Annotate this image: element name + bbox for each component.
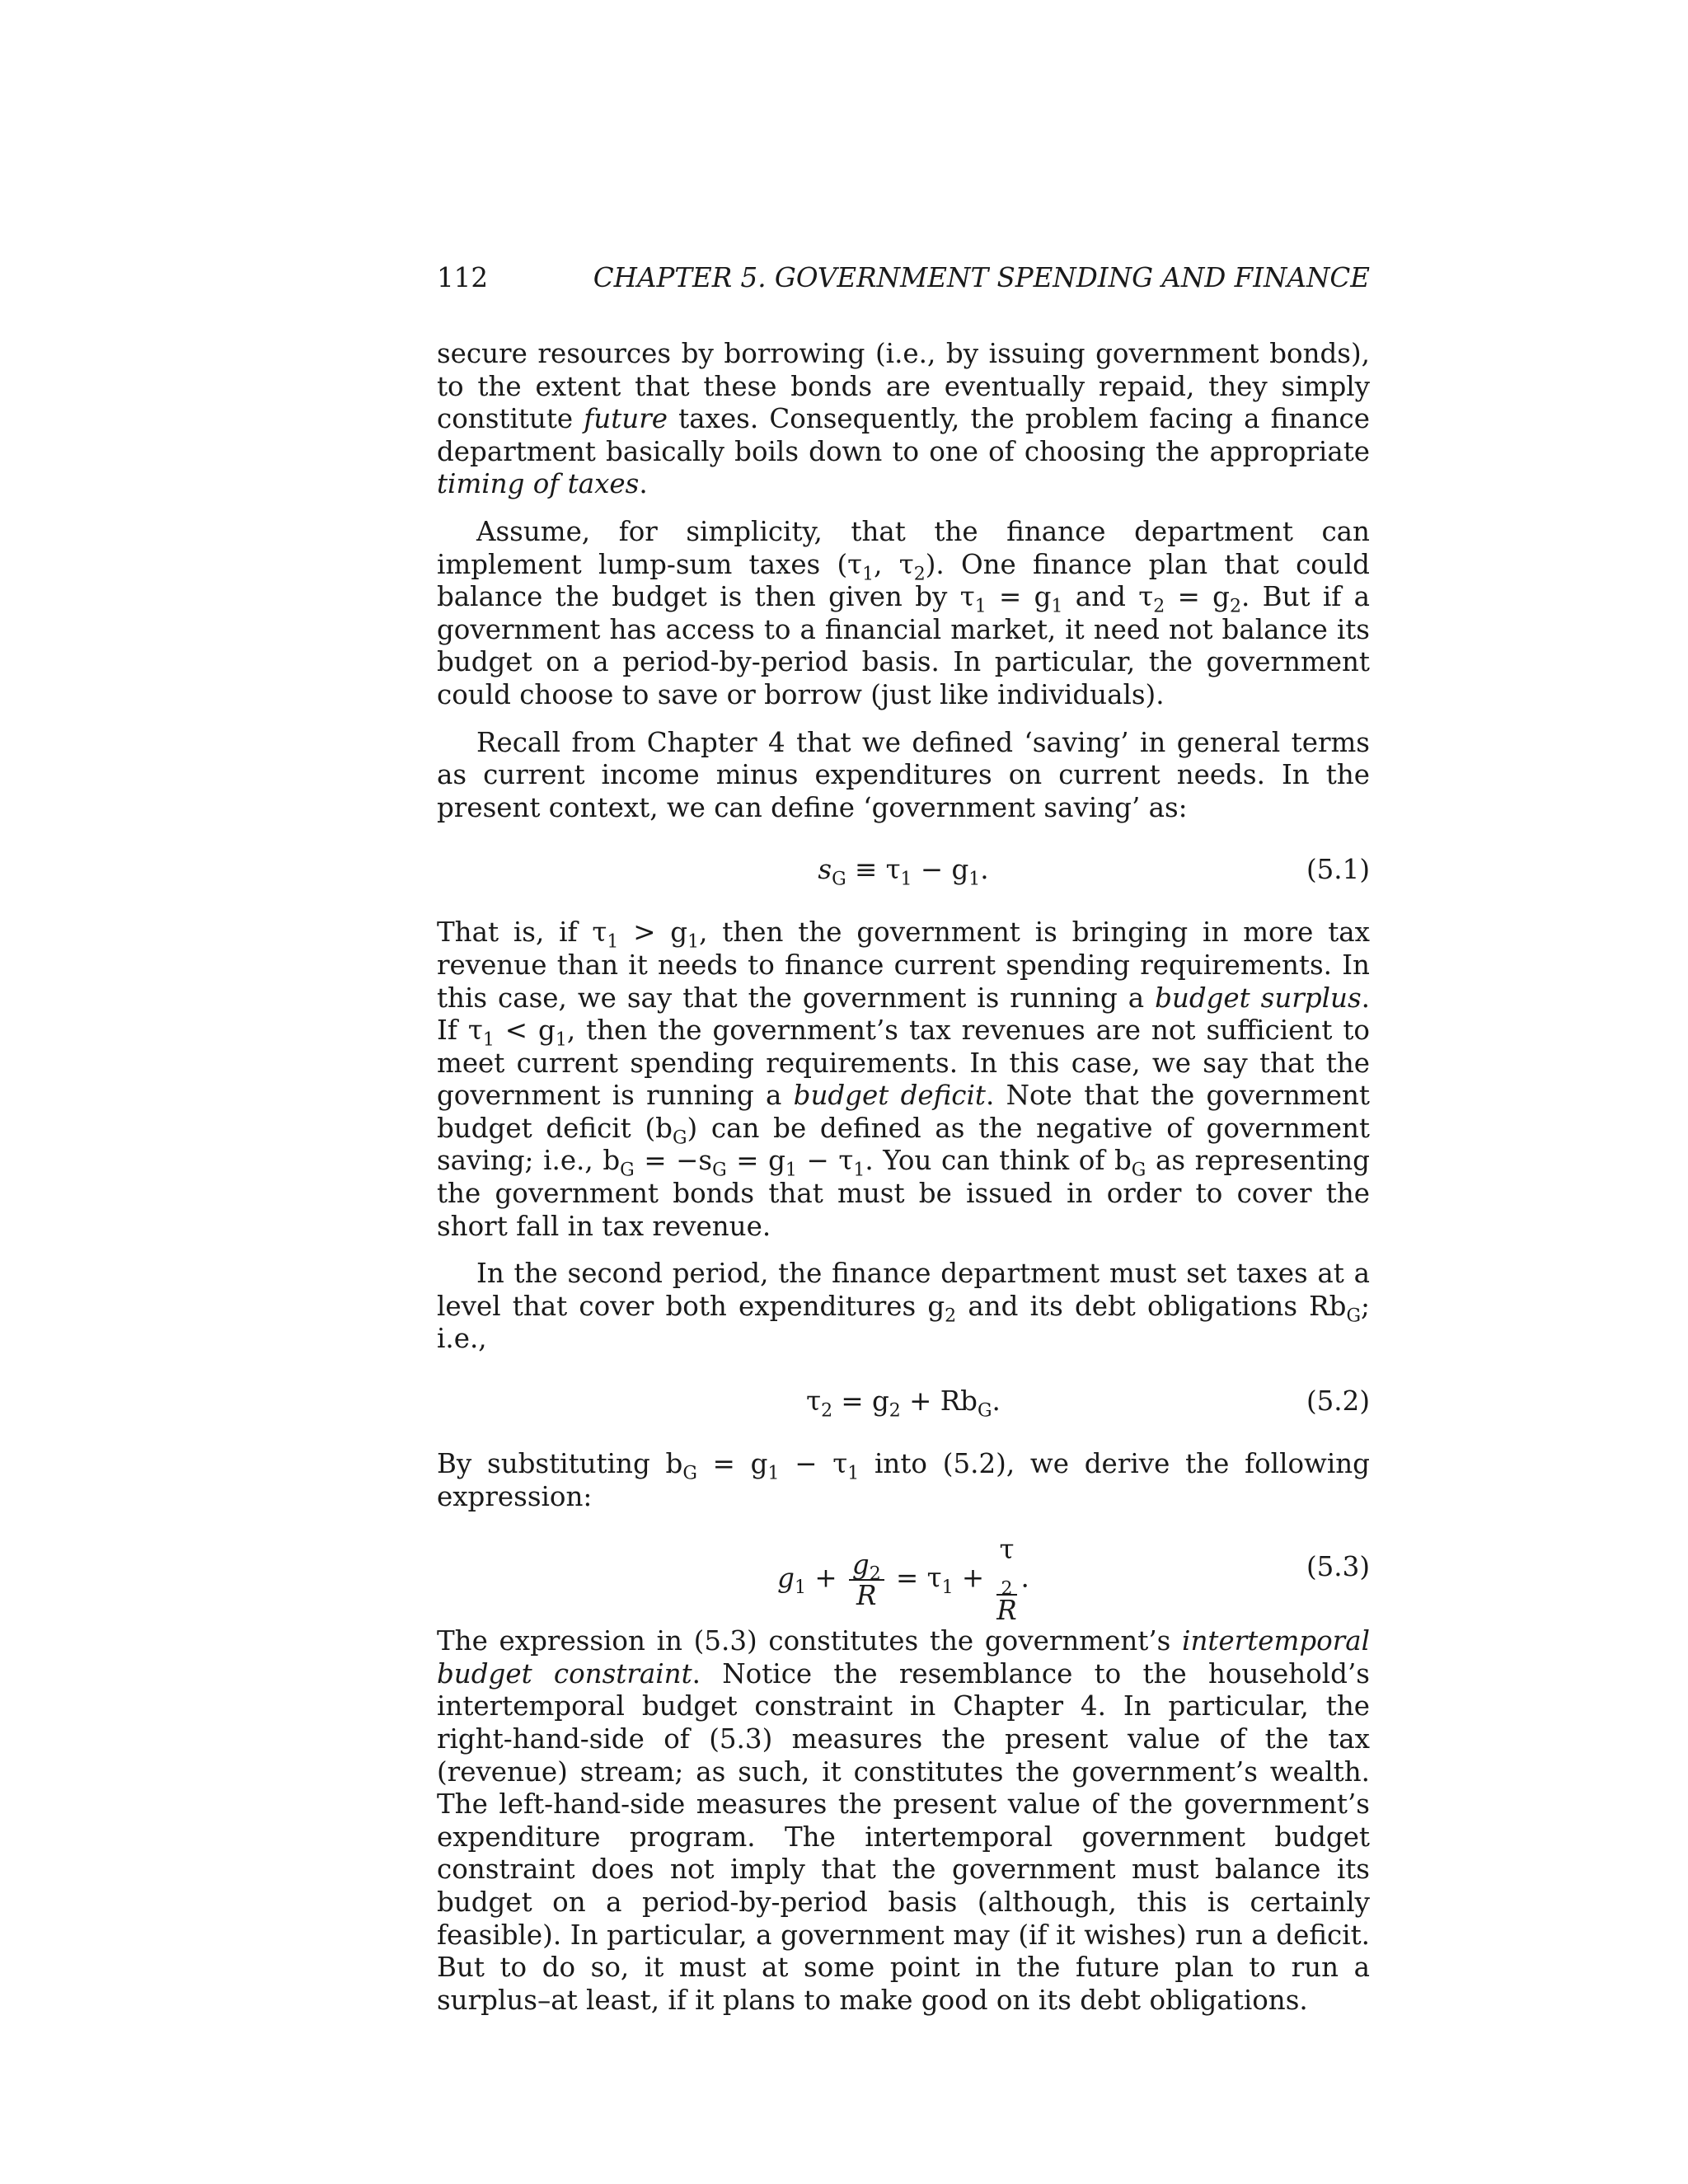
- page: [437, 262, 1370, 2017]
- page-number: 112: [437, 262, 489, 293]
- page-header: [437, 262, 1370, 295]
- paragraph-6: By substituting $b_G = g_1 - \tau_1$ into (5.2), we derive the following expression:: [437, 1448, 1370, 1512]
- equation-number: (5.2): [1306, 1385, 1370, 1418]
- paragraph-4: That is, if $\tau_1 > g_1$, then the government is bringing in more tax revenue than it needs to finance current spending requirements. In this case, we say that the government is running a budget surplus. If $\tau_1 < g_1$, then the government’s tax revenues are not sufficient to meet current spending requirements. In this case, we say that the government is running a budget deficit. Note that the government budget deficit $(b_G)$ can be defined as the negative of government saving; i.e., $b_G = -s_G = g_1 - \tau_1$. You can think of $b_G$ as representing the government bonds that must be issued in order to cover the short fall in tax revenue.: [437, 916, 1370, 1242]
- fraction-tau2-over-R: τ $_2$ R: [996, 1534, 1017, 1627]
- paragraph-7: The expression in (5.3) constitutes the government’s intertemporal budget constraint. Notice the resemblance to the household’s intertemporal budget constraint in Chapter 4. In particular, the right-hand-side of (5.3) measures the present value of the tax (revenue) stream; as such, it constitutes the government’s wealth. The left-hand-side measures the present value of the government’s expenditure program. The intertemporal government budget constraint does not imply that the government must balance its budget on a period-by-period basis (although, this is certainly feasible). In particular, a government may (if it wishes) run a deficit. But to do so, it must at some point in the future plan to run a surplus–at least, if it plans to make good on its debt obligations.: [437, 1625, 1370, 2016]
- equation-5-2: $\tau_2 = g_2 + Rb_G$. (5.2): [806, 1385, 1370, 1422]
- equation-number: (5.1): [1306, 854, 1370, 886]
- paragraph-2: Assume, for simplicity, that the finance department can implement lump-sum taxes ($\tau_1$, $\tau_2$). One finance plan that could balance the budget is then given by $\tau_1 = g_1$ and $\tau_2 = g_2$. But if a government has access to a financial market, it need not balance its budget on a period-by-period basis. In particular, the government could choose to save or borrow (just like individuals).: [437, 515, 1370, 710]
- paragraph-5: In the second period, the finance department must set taxes at a level that cover both expenditures $g_2$ and its debt obligations $Rb_G$; i.e.,: [437, 1258, 1370, 1355]
- running-title: CHAPTER 5. GOVERNMENT SPENDING AND FINANCE: [593, 262, 1370, 293]
- paragraph-1: secure resources by borrowing (i.e., by issuing government bonds), to the extent that these bonds are eventually repaid, they simply constitute future taxes. Consequently, the problem facing a finance department basically boils down to one of choosing the appropriate timing of taxes.: [437, 338, 1370, 500]
- equation-5-3: $g_1$ + $\frac{g_2}{R}$ = $\tau_1$ + τ $_2$ R . (5.3): [777, 1534, 1370, 1627]
- fraction-g2-over-R: $\frac{g_2}{R}$: [849, 1549, 884, 1610]
- equation-number: (5.3): [1306, 1551, 1370, 1583]
- paragraph-3: Recall from Chapter 4 that we defined ‘saving’ in general terms as current income minus expenditures on current needs. In the present context, we can define ‘government saving’ as:: [437, 726, 1370, 823]
- equation-5-1: $s_G \equiv \tau_1 - g_1$. (5.1): [818, 854, 1370, 890]
